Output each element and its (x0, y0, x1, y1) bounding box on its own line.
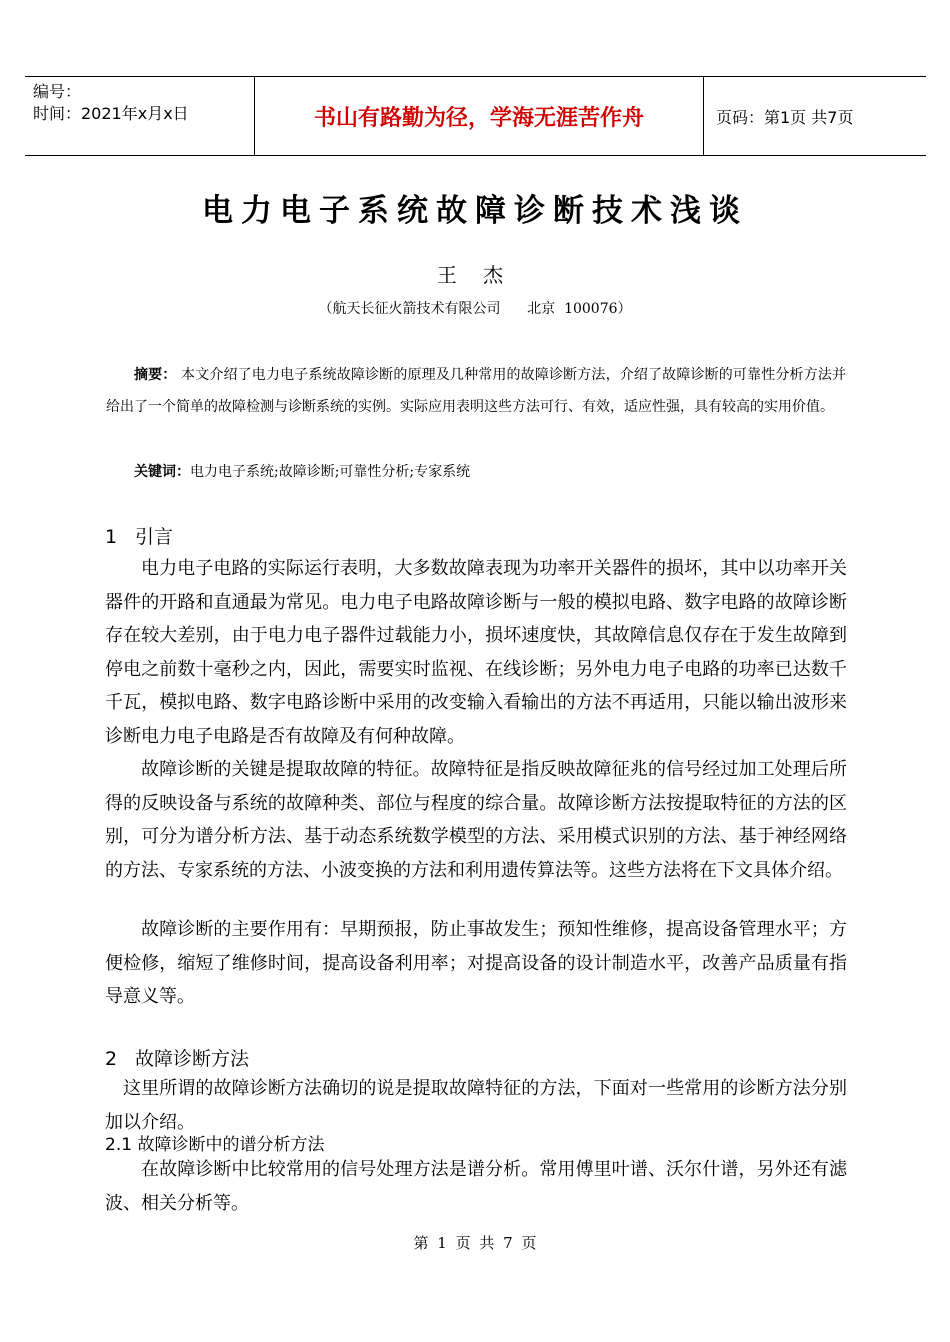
section-title: 故障诊断方法 (135, 1048, 250, 1070)
paragraph: 电力电子电路的实际运行表明，大多数故障表现为功率开关器件的损坏，其中以功率开关器件的开路和直通最为常见。电力电子电路故障诊断与一般的模拟电路、数字电路的故障诊断存在较大差别，由于电力电子器件过载能力小，损坏速度快，其故障信息仅存在于发生故障到停电之前数十毫秒之内，因此，需要实时监视、在线诊断；另外电力电子电路的功率已达数千千瓦，模拟电路、数字电路诊断中采用的改变输入看输出的方法不再适用，只能以输出波形来诊断电力电子电路是否有故障及有何种故障。 (105, 558, 847, 747)
header-page-info: 页码：第1页 共7页 (716, 107, 854, 127)
paragraph: 在故障诊断中比较常用的信号处理方法是谱分析。常用傅里叶谱、沃尔什谱，另外还有滤波、相关分析等。 (105, 1159, 847, 1214)
paragraph: 故障诊断的主要作用有：早期预报，防止事故发生；预知性维修，提高设备管理水平；方便检修，缩短了维修时间，提高设备利用率；对提高设备的设计制造水平，改善产品质量有指导意义等。 (105, 919, 847, 1007)
page-header (25, 76, 926, 156)
section-heading-2 (105, 1044, 249, 1071)
abstract (106, 359, 846, 423)
paragraph: 这里所谓的故障诊断方法确切的说是提取故障特征的方法，下面对一些常用的诊断方法分别加以介绍。 (105, 1078, 847, 1133)
keywords-label: 关键词： (134, 464, 190, 480)
author-affiliation: （航天长征火箭技术有限公司 北京 100076） (318, 301, 632, 317)
subsection-heading: 2.1 故障诊断中的谱分析方法 (105, 1135, 325, 1155)
document-time-label: 时间：2021年x月x日 (33, 104, 189, 123)
keywords-text: 电力电子系统;故障诊断;可靠性分析;专家系统 (190, 464, 471, 480)
abstract-label: 摘要： (134, 367, 177, 383)
section-number: 1 (105, 526, 118, 548)
abstract-text: 本文介绍了电力电子系统故障诊断的原理及几种常用的故障诊断方法，介绍了故障诊断的可靠性分析方法并给出了一个简单的故障检测与诊断系统的实例。实际应用表明这些方法可行、有效，适应性强，具有较高的实用价值。 (106, 367, 846, 415)
header-left-cell (25, 77, 255, 155)
document-title: 电力电子系统故障诊断技术浅谈 (202, 193, 748, 229)
page-footer: 第 1 页 共 7 页 (413, 1234, 537, 1252)
keywords (134, 456, 470, 488)
section-number: 2 (105, 1048, 118, 1070)
paragraph: 故障诊断的关键是提取故障的特征。故障特征是指反映故障征兆的信号经过加工处理后所得的反映设备与系统的故障种类、部位与程度的综合量。故障诊断方法按提取特征的方法的区别，可分为谱分析方法、基于动态系统数学模型的方法、采用模式识别的方法、基于神经网络的方法、专家系统的方法、小波变换的方法和利用遗传算法等。这些方法将在下文具体介绍。 (105, 759, 847, 881)
document-number-label: 编号： (33, 82, 82, 101)
header-motto: 书山有路勤为径，学海无涯苦作舟 (255, 77, 704, 155)
section-heading-1 (105, 522, 173, 549)
section-title: 引言 (135, 526, 174, 548)
author-name: 王 杰 (436, 263, 514, 287)
